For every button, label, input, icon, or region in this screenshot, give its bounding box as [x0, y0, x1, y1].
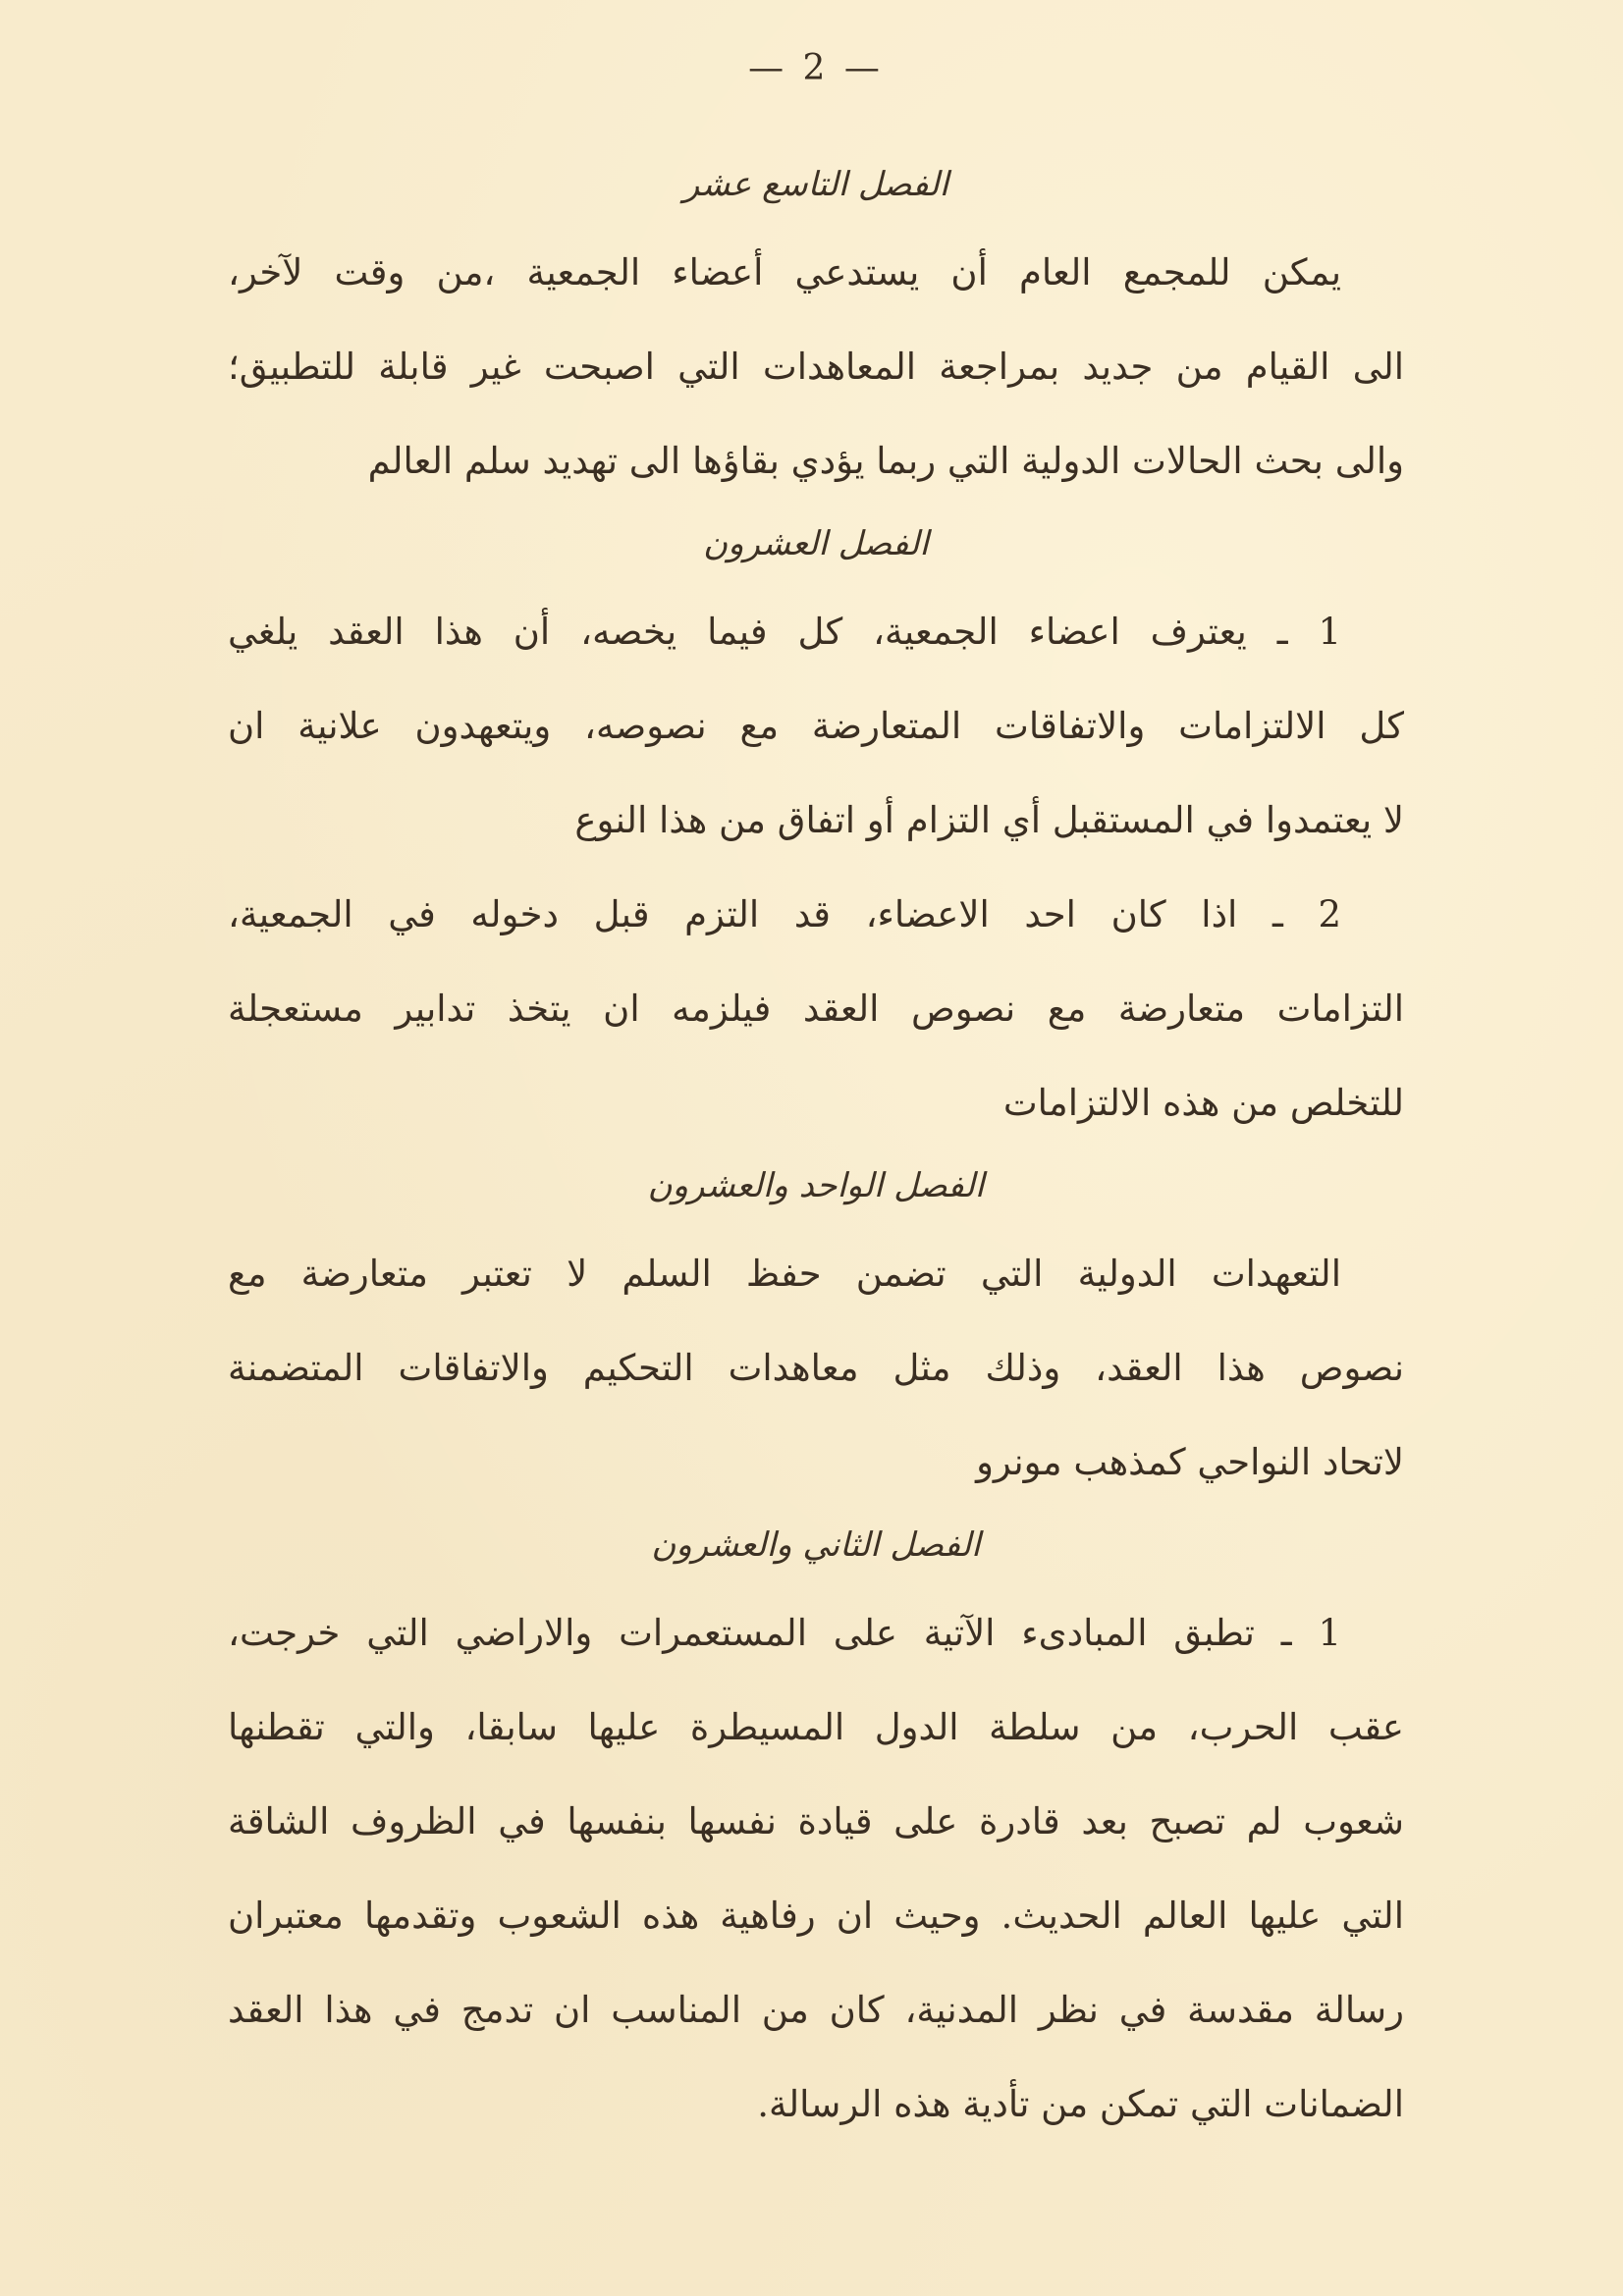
section-22	[228, 1518, 1404, 2152]
text-line: 1 ـ تطبق المبادىء الآتية على المستعمرات والاراضي التي خرجت،	[228, 1612, 1341, 1654]
paragraph	[228, 1586, 1404, 2152]
text-line: التي عليها العالم الحديث. وحيث ان رفاهية هذه الشعوب وتقدمها معتبران	[228, 1895, 1404, 1937]
section-heading: الفصل الثاني والعشرون	[651, 1525, 981, 1565]
text-line: يمكن للمجمع العام أن يستدعي أعضاء الجمعية ،من وقت لآخر،	[228, 251, 1341, 294]
paragraph	[228, 868, 1404, 1150]
text-line: 2 ـ اذا كان احد الاعضاء، قد التزم قبل دخوله في الجمعية،	[228, 893, 1341, 935]
text-line: عقب الحرب، من سلطة الدول المسيطرة عليها سابقا، والتي تقطنها	[228, 1706, 1404, 1748]
text-line: شعوب لم تصبح بعد قادرة على قيادة نفسها بنفسها في الظروف الشاقة	[228, 1800, 1404, 1842]
text-line: الضمانات التي تمكن من تأدية هذه الرسالة.	[757, 2083, 1404, 2125]
text-line: التعهدات الدولية التي تضمن حفظ السلم لا تعتبر متعارضة مع	[228, 1253, 1341, 1295]
section-19	[228, 157, 1404, 508]
section-21	[228, 1158, 1404, 1510]
text-line: كل الالتزامات والاتفاقات المتعارضة مع نصوصه، ويتعهدون علانية ان	[228, 705, 1404, 747]
paragraph	[228, 226, 1404, 508]
section-heading: الفصل الواحد والعشرون	[647, 1166, 985, 1205]
text-line: لاتحاد النواحي كمذهب مونرو	[976, 1441, 1404, 1483]
section-heading: الفصل التاسع عشر	[682, 165, 949, 204]
paragraph	[228, 585, 1404, 868]
page-number: — 2 —	[748, 48, 884, 88]
section-heading: الفصل العشرون	[703, 524, 929, 563]
text-line: الى القيام من جديد بمراجعة المعاهدات التي اصبحت غير قابلة للتطبيق؛	[228, 346, 1404, 388]
text-line: والى بحث الحالات الدولية التي ربما يؤدي بقاؤها الى تهديد سلم العالم	[367, 440, 1404, 482]
text-line: نصوص هذا العقد، وذلك مثل معاهدات التحكيم والاتفاقات المتضمنة	[228, 1347, 1404, 1389]
section-20	[228, 516, 1404, 1150]
paragraph	[228, 1227, 1404, 1510]
text-line: التزامات متعارضة مع نصوص العقد فيلزمه ان يتخذ تدابير مستعجلة	[228, 988, 1404, 1030]
text-line: رسالة مقدسة في نظر المدنية، كان من المناسب ان تدمج في هذا العقد	[228, 1989, 1404, 2031]
page-text-block	[228, 39, 1404, 2152]
text-line: 1 ـ يعترف اعضاء الجمعية، كل فيما يخصه، أن هذا العقد يلغي	[228, 611, 1341, 653]
text-line: لا يعتمدوا في المستقبل أي التزام أو اتفاق من هذا النوع	[574, 799, 1404, 841]
text-line: للتخلص من هذه الالتزامات	[1002, 1082, 1404, 1124]
